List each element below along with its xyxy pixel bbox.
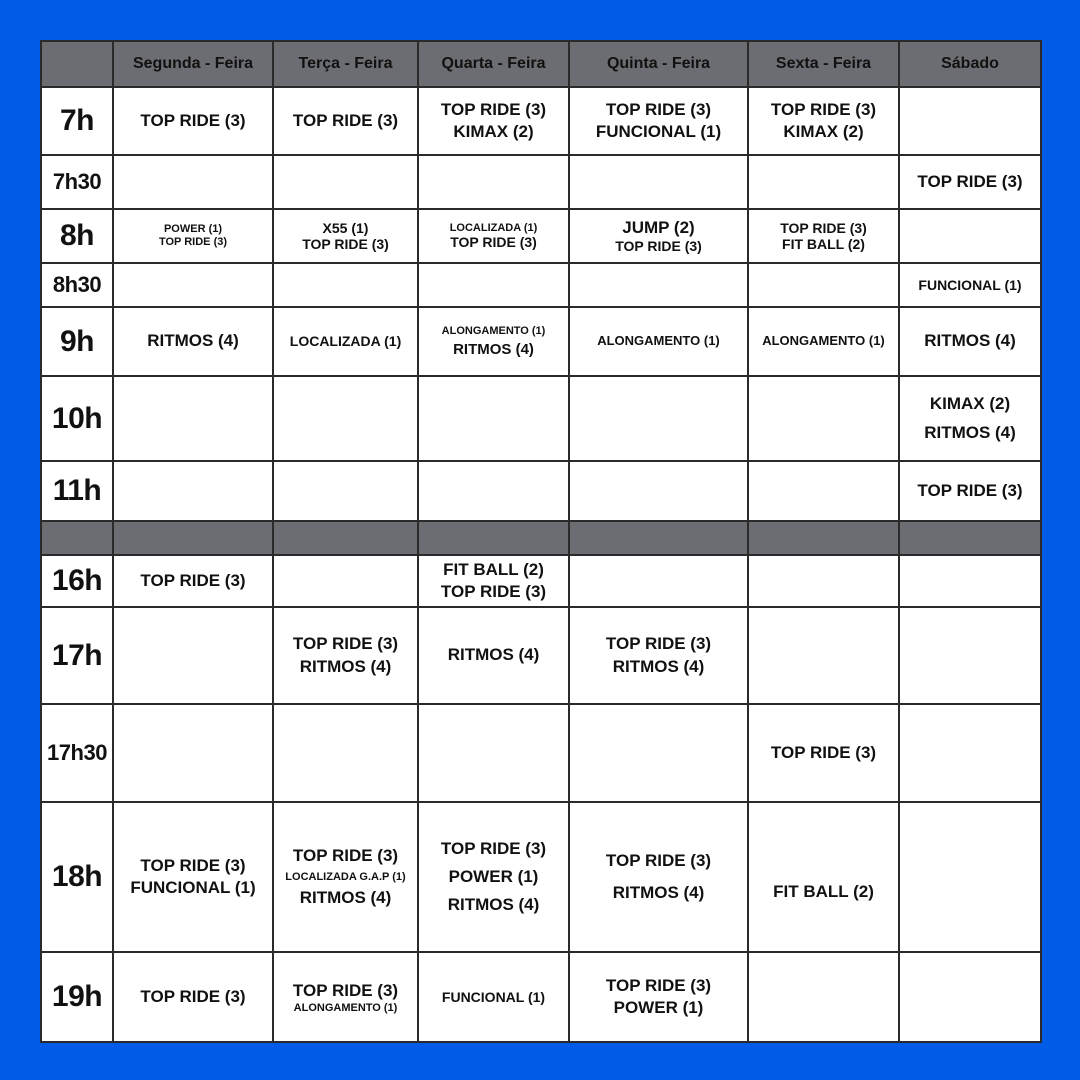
schedule-cell: [418, 607, 569, 704]
class-entry: RITMOS (4): [147, 331, 239, 351]
class-entry: TOP RIDE (3): [917, 480, 1023, 500]
schedule-cell: [113, 209, 273, 263]
schedule-cell: [418, 263, 569, 307]
schedule-cell: [113, 952, 273, 1042]
schedule-cell: [273, 802, 418, 952]
class-entry: ALONGAMENTO (1): [762, 333, 885, 349]
schedule-cell: [748, 87, 899, 155]
schedule-cell: [418, 461, 569, 521]
schedule-cell: [273, 704, 418, 802]
schedule-cell: [418, 802, 569, 952]
class-entry: TOP RIDE (3): [440, 838, 547, 858]
class-schedule-table: [40, 40, 1042, 1043]
schedule-cell: [418, 87, 569, 155]
schedule-cell: [748, 607, 899, 704]
schedule-row-9h: [41, 307, 1041, 376]
class-entry: TOP RIDE (3): [158, 236, 228, 248]
schedule-cell: [113, 307, 273, 376]
schedule-cell: [418, 555, 569, 607]
schedule-cell: [569, 155, 748, 209]
schedule-cell: [748, 307, 899, 376]
class-entry: FIT BALL (2): [443, 559, 544, 579]
schedule-cell: [748, 461, 899, 521]
separator-cell: [418, 521, 569, 555]
schedule-row-10h: [41, 376, 1041, 461]
schedule-cell: [273, 307, 418, 376]
schedule-cell: [748, 802, 899, 952]
schedule-row-19h: [41, 952, 1041, 1042]
break-separator-row: [41, 521, 1041, 555]
class-entry: TOP RIDE (3): [140, 855, 246, 875]
schedule-row-8h: [41, 209, 1041, 263]
time-label: 17h: [41, 607, 113, 704]
class-entry: TOP RIDE (3): [615, 237, 702, 254]
schedule-cell: [418, 209, 569, 263]
schedule-cell: [273, 209, 418, 263]
class-entry: RITMOS (4): [924, 331, 1016, 351]
schedule-cell: [748, 952, 899, 1042]
time-label: 16h: [41, 555, 113, 607]
class-entry: LOCALIZADA (1): [289, 333, 402, 350]
schedule-cell: [113, 704, 273, 802]
schedule-cell: [569, 209, 748, 263]
separator-cell: [899, 521, 1041, 555]
schedule-cell: [899, 555, 1041, 607]
schedule-cell: [748, 376, 899, 461]
schedule-row-7h: [41, 87, 1041, 155]
class-entry: TOP RIDE (3): [605, 975, 712, 995]
schedule-cell: [569, 376, 748, 461]
separator-cell: [273, 521, 418, 555]
separator-cell: [748, 521, 899, 555]
class-entry: RITMOS (4): [453, 340, 534, 358]
header-row: [41, 41, 1041, 87]
schedule-cell: [418, 952, 569, 1042]
class-entry: POWER (1): [448, 866, 539, 886]
time-label: 8h30: [41, 263, 113, 307]
schedule-cell: [418, 704, 569, 802]
class-entry: ALONGAMENTO (1): [597, 333, 720, 349]
schedule-row-11h: [41, 461, 1041, 521]
time-label: 10h: [41, 376, 113, 461]
schedule-cell: [273, 155, 418, 209]
class-entry: FUNCIONAL (1): [918, 276, 1022, 293]
schedule-cell: [569, 802, 748, 952]
schedule-cell: [113, 376, 273, 461]
class-entry: TOP RIDE (3): [292, 110, 399, 130]
class-entry: FIT BALL (2): [782, 236, 865, 252]
schedule-cell: [569, 263, 748, 307]
schedule-cell: [899, 607, 1041, 704]
class-entry: RITMOS (4): [299, 656, 392, 676]
schedule-cell: [899, 802, 1041, 952]
class-entry: TOP RIDE (3): [770, 99, 877, 119]
schedule-cell: [113, 87, 273, 155]
class-entry: KIMAX (2): [453, 122, 534, 141]
separator-cell: [569, 521, 748, 555]
schedule-cell: [899, 307, 1041, 376]
time-label: 19h: [41, 952, 113, 1042]
schedule-cell: [569, 555, 748, 607]
class-entry: TOP RIDE (3): [140, 570, 246, 590]
schedule-cell: [748, 209, 899, 263]
schedule-cell: [899, 263, 1041, 307]
class-entry: TOP RIDE (3): [917, 171, 1023, 191]
schedule-cell: [113, 802, 273, 952]
time-label: 8h: [41, 209, 113, 263]
class-entry: ALONGAMENTO (1): [441, 325, 546, 338]
schedule-row-17h: [41, 607, 1041, 704]
time-label: 9h: [41, 307, 113, 376]
schedule-cell: [273, 952, 418, 1042]
schedule-cell: [569, 607, 748, 704]
schedule-cell: [113, 263, 273, 307]
schedule-row-16h: [41, 555, 1041, 607]
schedule-cell: [569, 704, 748, 802]
class-entry: FIT BALL (2): [773, 881, 874, 901]
class-entry: FUNCIONAL (1): [595, 122, 722, 141]
schedule-cell: [273, 376, 418, 461]
schedule-cell: [418, 307, 569, 376]
class-entry: X55 (1): [322, 219, 369, 236]
header-friday: Sexta - Feira: [748, 41, 899, 87]
time-label: 11h: [41, 461, 113, 521]
schedule-cell: [748, 263, 899, 307]
header-saturday: Sábado: [899, 41, 1041, 87]
time-label: 7h30: [41, 155, 113, 209]
schedule-cell: [273, 263, 418, 307]
class-entry: TOP RIDE (3): [140, 110, 246, 130]
class-entry: FUNCIONAL (1): [441, 988, 546, 1005]
class-entry: TOP RIDE (3): [302, 236, 389, 252]
schedule-cell: [569, 307, 748, 376]
class-entry: FUNCIONAL (1): [130, 878, 256, 897]
schedule-cell: [113, 155, 273, 209]
schedule-cell: [569, 87, 748, 155]
schedule-cell: [748, 555, 899, 607]
class-entry: TOP RIDE (3): [780, 219, 867, 236]
class-entry: TOP RIDE (3): [292, 980, 399, 1000]
schedule-row-17h30: [41, 704, 1041, 802]
class-entry: LOCALIZADA G.A.P (1): [285, 870, 406, 883]
class-entry: TOP RIDE (3): [440, 99, 547, 119]
header-tuesday: Terça - Feira: [273, 41, 418, 87]
schedule-cell: [273, 461, 418, 521]
class-entry: TOP RIDE (3): [450, 234, 537, 251]
class-entry: TOP RIDE (3): [770, 742, 877, 762]
schedule-cell: [418, 155, 569, 209]
schedule-cell: [273, 555, 418, 607]
schedule-cell: [899, 87, 1041, 155]
schedule-cell: [899, 376, 1041, 461]
class-entry: TOP RIDE (3): [605, 850, 712, 870]
class-entry: RITMOS (4): [447, 895, 540, 915]
schedule-cell: [273, 87, 418, 155]
schedule-cell: [273, 607, 418, 704]
class-entry: JUMP (2): [622, 218, 695, 238]
time-label: 18h: [41, 802, 113, 952]
time-label: 7h: [41, 87, 113, 155]
class-entry: ALONGAMENTO (1): [293, 1001, 398, 1014]
schedule-cell: [113, 461, 273, 521]
header-monday: Segunda - Feira: [113, 41, 273, 87]
class-entry: TOP RIDE (3): [605, 634, 712, 654]
separator-cell: [113, 521, 273, 555]
schedule-cell: [569, 952, 748, 1042]
class-entry: POWER (1): [163, 223, 223, 236]
class-entry: RITMOS (4): [447, 645, 540, 665]
class-entry: POWER (1): [613, 998, 704, 1017]
schedule-row-18h: [41, 802, 1041, 952]
class-entry: RITMOS (4): [612, 883, 705, 902]
class-entry: KIMAX (2): [783, 122, 864, 141]
class-entry: RITMOS (4): [924, 422, 1016, 442]
schedule-cell: [113, 607, 273, 704]
schedule-cell: [899, 155, 1041, 209]
schedule-cell: [899, 461, 1041, 521]
schedule-row-8h30: [41, 263, 1041, 307]
class-entry: TOP RIDE (3): [140, 986, 246, 1006]
header-wednesday: Quarta - Feira: [418, 41, 569, 87]
schedule-cell: [748, 704, 899, 802]
time-label: 17h30: [41, 704, 113, 802]
header-corner: [41, 41, 113, 87]
class-entry: TOP RIDE (3): [292, 634, 399, 654]
class-entry: LOCALIZADA (1): [449, 221, 538, 234]
class-entry: KIMAX (2): [929, 394, 1011, 414]
schedule-cell: [569, 461, 748, 521]
schedule-cell: [418, 376, 569, 461]
class-entry: RITMOS (4): [612, 656, 705, 676]
schedule-cell: [899, 704, 1041, 802]
schedule-cell: [748, 155, 899, 209]
class-entry: RITMOS (4): [299, 888, 392, 908]
schedule-cell: [899, 209, 1041, 263]
class-entry: TOP RIDE (3): [292, 845, 399, 865]
schedule-cell: [113, 555, 273, 607]
class-entry: TOP RIDE (3): [605, 99, 712, 119]
schedule-row-7h30: [41, 155, 1041, 209]
header-thursday: Quinta - Feira: [569, 41, 748, 87]
schedule-cell: [899, 952, 1041, 1042]
separator-cell: [41, 521, 113, 555]
class-entry: TOP RIDE (3): [440, 582, 547, 601]
